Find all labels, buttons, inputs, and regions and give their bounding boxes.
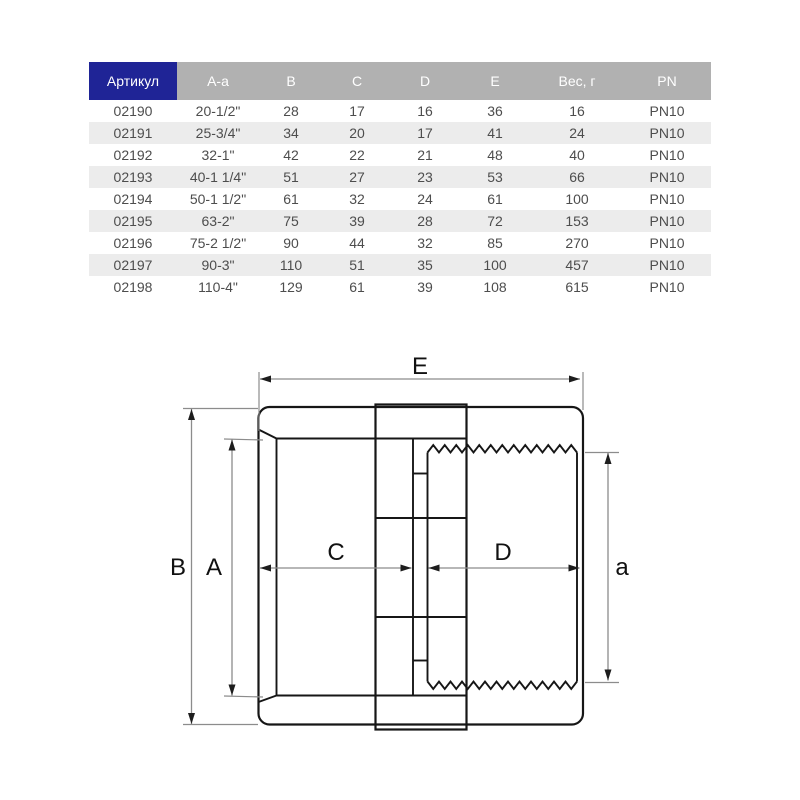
column-header-d: D xyxy=(391,62,459,100)
dim-label-d: D xyxy=(494,539,512,566)
table-cell: 02190 xyxy=(89,100,177,122)
table-cell: 40-1 1/4" xyxy=(177,166,259,188)
table-header-row xyxy=(89,62,711,100)
table-cell: 27 xyxy=(323,166,391,188)
table-cell: 51 xyxy=(259,166,323,188)
dimension-C xyxy=(260,539,412,568)
column-header-pn: PN xyxy=(623,62,711,100)
dimension-E xyxy=(259,353,583,431)
table-cell: 02191 xyxy=(89,122,177,144)
spec-table xyxy=(89,62,711,298)
table-cell: 61 xyxy=(459,188,531,210)
table-cell: 110-4" xyxy=(177,276,259,298)
table-cell: 270 xyxy=(531,232,623,254)
table-cell: PN10 xyxy=(623,188,711,210)
dimension-D xyxy=(429,539,580,568)
table-cell: 50-1 1/2" xyxy=(177,188,259,210)
table-row xyxy=(89,122,711,144)
dim-label-b: B xyxy=(169,554,187,581)
table-row xyxy=(89,276,711,298)
column-header-aa: A-a xyxy=(177,62,259,100)
column-header-artikul: Артикул xyxy=(89,62,177,100)
table-cell: 16 xyxy=(531,100,623,122)
table-cell: 02195 xyxy=(89,210,177,232)
table-cell: 72 xyxy=(459,210,531,232)
table-cell: 28 xyxy=(391,210,459,232)
table-cell: 21 xyxy=(391,144,459,166)
table-cell: PN10 xyxy=(623,166,711,188)
table-cell: 17 xyxy=(391,122,459,144)
table-cell: PN10 xyxy=(623,276,711,298)
table-cell: 25-3/4" xyxy=(177,122,259,144)
table-cell: 108 xyxy=(459,276,531,298)
table-cell: 457 xyxy=(531,254,623,276)
table-cell: 61 xyxy=(259,188,323,210)
table-cell: 32-1" xyxy=(177,144,259,166)
table-cell: 32 xyxy=(323,188,391,210)
table-cell: 100 xyxy=(459,254,531,276)
table-cell: 36 xyxy=(459,100,531,122)
table-cell: 90-3" xyxy=(177,254,259,276)
table-row xyxy=(89,144,711,166)
table-row xyxy=(89,232,711,254)
table-cell: 34 xyxy=(259,122,323,144)
table-cell: 20 xyxy=(323,122,391,144)
fitting-body xyxy=(259,405,584,730)
table-cell: 63-2" xyxy=(177,210,259,232)
dim-label-a-outer: A xyxy=(205,554,223,581)
table-cell: 23 xyxy=(391,166,459,188)
table-cell: 90 xyxy=(259,232,323,254)
dim-label-e: E xyxy=(411,353,429,380)
table-cell: 75-2 1/2" xyxy=(177,232,259,254)
table-cell: 22 xyxy=(323,144,391,166)
table-cell: 129 xyxy=(259,276,323,298)
table-cell: 41 xyxy=(459,122,531,144)
fitting-diagram xyxy=(0,330,800,800)
table-cell: 17 xyxy=(323,100,391,122)
table-cell: 85 xyxy=(459,232,531,254)
socket-section-lines xyxy=(259,430,578,703)
table-cell: PN10 xyxy=(623,232,711,254)
table-cell: 44 xyxy=(323,232,391,254)
table-cell: 615 xyxy=(531,276,623,298)
table-cell: 20-1/2" xyxy=(177,100,259,122)
column-header-b: B xyxy=(259,62,323,100)
table-cell: 02193 xyxy=(89,166,177,188)
table-cell: 40 xyxy=(531,144,623,166)
table-cell: PN10 xyxy=(623,100,711,122)
table-cell: 75 xyxy=(259,210,323,232)
table-cell: 39 xyxy=(391,276,459,298)
table-cell: PN10 xyxy=(623,144,711,166)
table-cell: 02198 xyxy=(89,276,177,298)
table-cell: 53 xyxy=(459,166,531,188)
dim-label-c: C xyxy=(327,539,345,566)
table-cell: PN10 xyxy=(623,122,711,144)
table-row xyxy=(89,166,711,188)
column-header-e: E xyxy=(459,62,531,100)
table-cell: 02194 xyxy=(89,188,177,210)
table-cell: 153 xyxy=(531,210,623,232)
dimension-a xyxy=(585,453,629,683)
table-row xyxy=(89,100,711,122)
table-cell: 28 xyxy=(259,100,323,122)
table-cell: 24 xyxy=(531,122,623,144)
table-cell: 100 xyxy=(531,188,623,210)
table-cell: 02196 xyxy=(89,232,177,254)
table-cell: 24 xyxy=(391,188,459,210)
table-cell: 39 xyxy=(323,210,391,232)
table-cell: 48 xyxy=(459,144,531,166)
table-cell: PN10 xyxy=(623,210,711,232)
table-row xyxy=(89,254,711,276)
table-cell: 61 xyxy=(323,276,391,298)
table-cell: 02192 xyxy=(89,144,177,166)
table-row xyxy=(89,188,711,210)
thread-zigzag-bottom xyxy=(428,682,578,690)
dim-label-a-inner: a xyxy=(615,554,629,581)
table-cell: 42 xyxy=(259,144,323,166)
table-cell: 16 xyxy=(391,100,459,122)
dimension-A xyxy=(206,439,263,697)
table-cell: 02197 xyxy=(89,254,177,276)
column-header-c: C xyxy=(323,62,391,100)
table-cell: 110 xyxy=(259,254,323,276)
table-cell: 32 xyxy=(391,232,459,254)
table-cell: 35 xyxy=(391,254,459,276)
table-row xyxy=(89,210,711,232)
table-cell: 51 xyxy=(323,254,391,276)
column-header-weight: Вес, г xyxy=(531,62,623,100)
thread-zigzag-top xyxy=(428,445,578,453)
table-cell: 66 xyxy=(531,166,623,188)
table-cell: PN10 xyxy=(623,254,711,276)
